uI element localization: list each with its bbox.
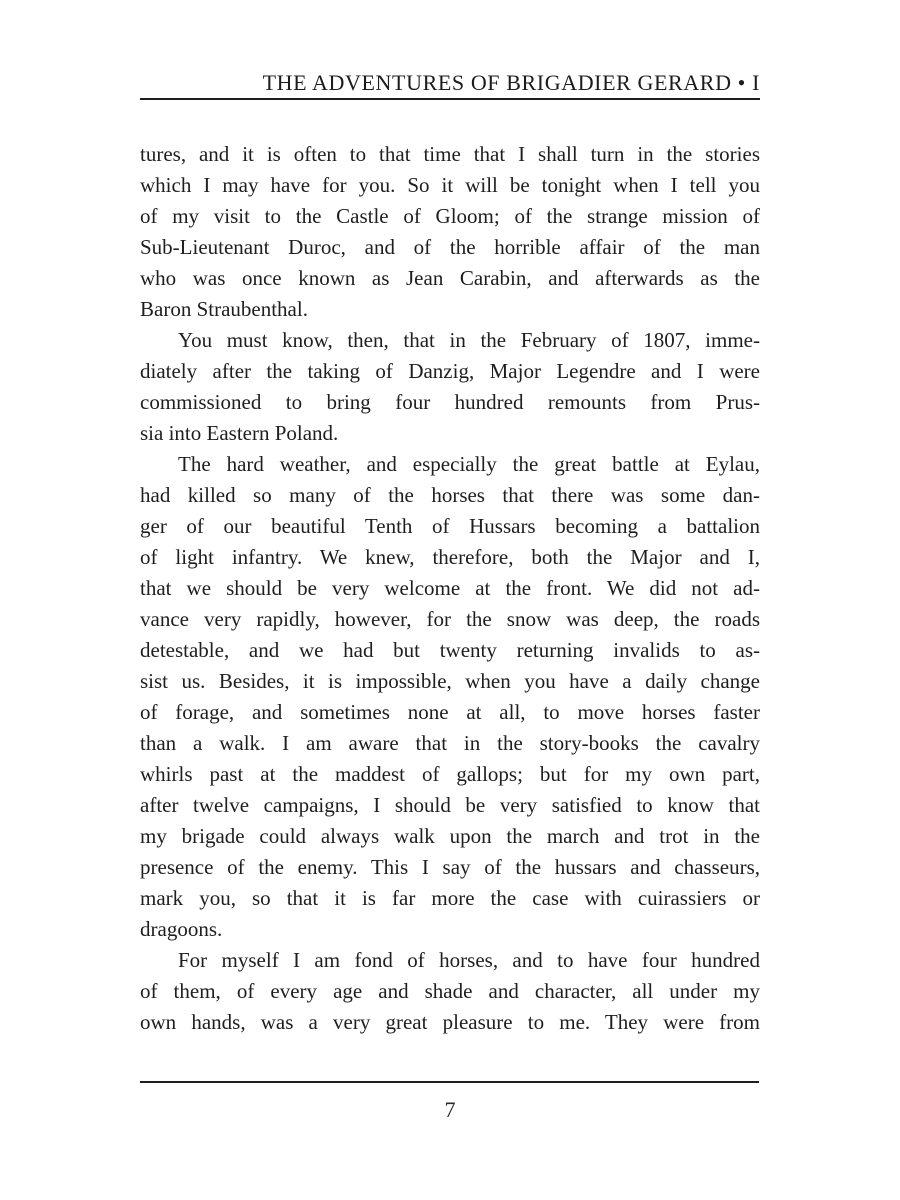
running-header-title: THE ADVENTURES OF BRIGADIER GERARD • I	[262, 70, 760, 95]
text-line: The hard weather, and especially the great battle at Eylau,	[178, 452, 760, 476]
text-line: ger of our beautiful Tenth of Hussars becoming a battalion	[140, 514, 760, 538]
text-line: than a walk. I am aware that in the story-books the cavalry	[140, 731, 760, 755]
text-line: had killed so many of the horses that there was some dan-	[140, 483, 760, 507]
text-line: who was once known as Jean Carabin, and afterwards as the	[140, 266, 760, 290]
text-line: You must know, then, that in the February of 1807, imme-	[178, 328, 760, 352]
text-line: that we should be very welcome at the front. We did not ad-	[140, 576, 760, 600]
text-line: detestable, and we had but twenty returning invalids to as-	[140, 638, 760, 662]
text-line: whirls past at the maddest of gallops; but for my own part,	[140, 762, 760, 786]
text-line: own hands, was a very great pleasure to me. They were from	[140, 1010, 760, 1034]
text-line: diately after the taking of Danzig, Major Legendre and I were	[140, 359, 760, 383]
text-line: presence of the enemy. This I say of the hussars and chasseurs,	[140, 855, 760, 879]
text-line: Sub-Lieutenant Duroc, and of the horrible affair of the man	[140, 235, 760, 259]
text-line: commissioned to bring four hundred remounts from Prus-	[140, 390, 760, 414]
text-line: of forage, and sometimes none at all, to move horses faster	[140, 700, 760, 724]
text-line: vance very rapidly, however, for the snow was deep, the roads	[140, 607, 760, 631]
text-line: mark you, so that it is far more the case with cuirassiers or	[140, 886, 760, 910]
text-line: dragoons.	[140, 917, 223, 941]
text-line: which I may have for you. So it will be tonight when I tell you	[140, 173, 760, 197]
text-line: sia into Eastern Poland.	[140, 421, 339, 445]
text-line: of my visit to the Castle of Gloom; of the strange mission of	[140, 204, 760, 228]
text-line: tures, and it is often to that time that I shall turn in the stories	[140, 142, 760, 166]
text-line: For myself I am fond of horses, and to have four hundred	[178, 948, 760, 972]
page-body-text	[140, 139, 760, 1038]
text-line: Baron Straubenthal.	[140, 297, 308, 321]
page-number: 7	[444, 1097, 456, 1122]
text-line: after twelve campaigns, I should be very satisfied to know that	[140, 793, 760, 817]
text-line: sist us. Besides, it is impossible, when you have a daily change	[140, 669, 760, 693]
footer-rule	[140, 1081, 759, 1083]
text-line: my brigade could always walk upon the march and trot in the	[140, 824, 760, 848]
text-line: of light infantry. We knew, therefore, both the Major and I,	[140, 545, 760, 569]
text-line: of them, of every age and shade and character, all under my	[140, 979, 760, 1003]
running-header	[140, 68, 760, 100]
